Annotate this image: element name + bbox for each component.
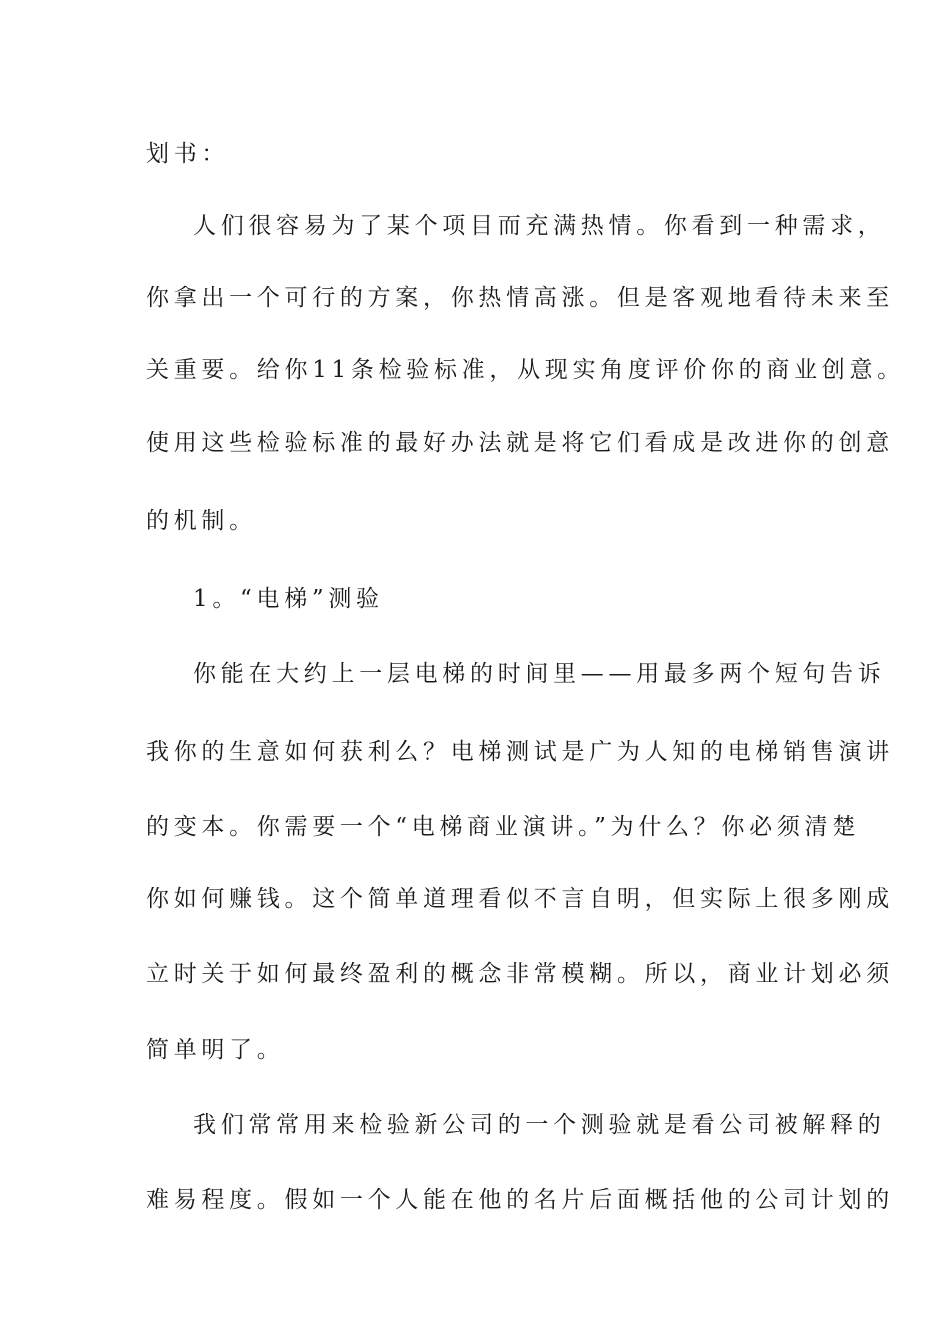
text-line: 立时关于如何最终盈利的概念非常模糊。所以，商业计划必须 — [146, 961, 894, 987]
text-line: 简单明了。 — [146, 1037, 285, 1063]
text-line: 使用这些检验标准的最好办法就是将它们看成是改进你的创意 — [146, 430, 894, 456]
text-line: 关重要。给你11条检验标准，从现实角度评价你的商业创意。 — [146, 357, 905, 383]
paragraph-first-line: 我们常常用来检验新公司的一个测验就是看公司被解释的 — [193, 1112, 886, 1138]
text-line: 我你的生意如何获利么？电梯测试是广为人知的电梯销售演讲 — [146, 739, 894, 765]
text-line: 难易程度。假如一个人能在他的名片后面概括他的公司计划的 — [146, 1187, 894, 1213]
paragraph-first-line: 你能在大约上一层电梯的时间里——用最多两个短句告诉 — [193, 661, 886, 687]
text-line: 的变本。你需要一个“电梯商业演讲。”为什么？你必须清楚 — [146, 814, 860, 840]
paragraph-first-line: 人们很容易为了某个项目而充满热情。你看到一种需求， — [193, 213, 886, 239]
text-line: 划书： — [146, 141, 230, 167]
section-heading: 1。“电梯”测验 — [193, 586, 384, 612]
text-line: 你如何赚钱。这个简单道理看似不言自明，但实际上很多刚成 — [146, 886, 894, 912]
text-line: 的机制。 — [146, 508, 257, 534]
text-line: 你拿出一个可行的方案，你热情高涨。但是客观地看待未来至 — [146, 285, 894, 311]
